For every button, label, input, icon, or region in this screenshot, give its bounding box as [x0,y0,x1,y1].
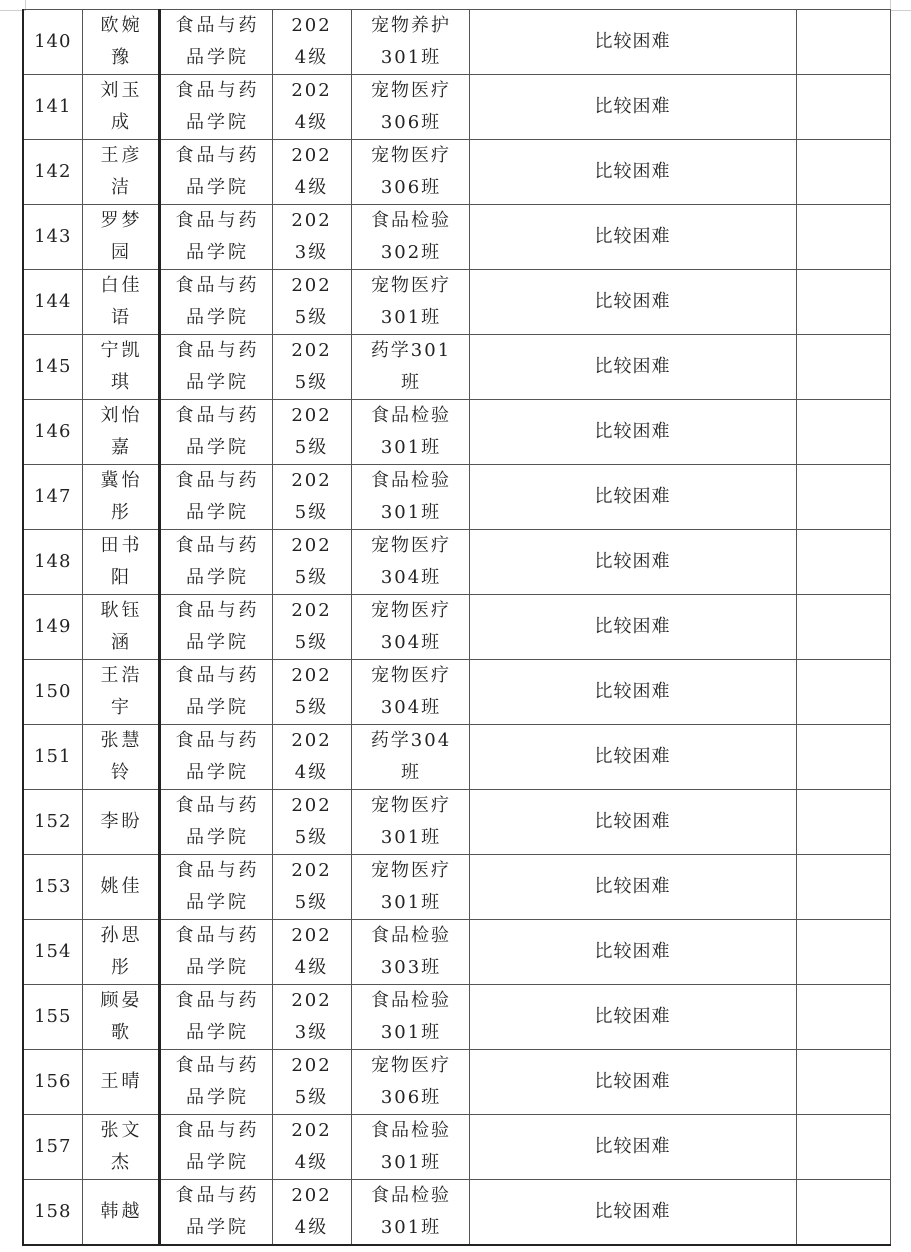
department-cell [159,75,272,140]
student-name-cell [82,335,159,400]
student-name-cell [82,205,159,270]
hardship-level: 比较困难 [594,876,671,897]
student-name: 王晴 [100,1071,143,1092]
student-name-cell [82,400,159,465]
student-name: 孙思彤 [100,925,143,978]
student-name: 顾晏歌 [100,990,143,1043]
row-index: 150 [34,681,72,702]
table-row [23,725,890,790]
grade: 2024级 [291,925,332,978]
table-row [23,790,890,855]
department: 食品与药品学院 [175,80,260,133]
hardship-level: 比较困难 [594,96,671,117]
row-index: 140 [34,31,72,52]
grade: 2024级 [291,145,332,198]
department-cell [159,725,272,790]
department: 食品与药品学院 [175,730,260,783]
department: 食品与药品学院 [175,145,260,198]
grade: 2024级 [291,1120,332,1173]
student-name: 张文杰 [100,1120,143,1173]
department: 食品与药品学院 [175,15,260,68]
class-name: 药学304班 [370,730,452,783]
department-cell [159,10,272,75]
grade: 2024级 [291,730,332,783]
table-row [23,75,890,140]
department-cell [159,465,272,530]
table-row [23,205,890,270]
row-index: 157 [34,1136,72,1157]
grade-cell [272,1050,351,1115]
hardship-level-cell [469,725,796,790]
row-index: 145 [34,356,72,377]
note-cell [796,75,890,140]
grade: 2025级 [291,860,332,913]
grade-cell [272,1115,351,1180]
hardship-level-cell [469,1115,796,1180]
table-row [23,530,890,595]
class-name: 宠物医疗304班 [371,665,451,718]
hardship-level: 比较困难 [594,941,671,962]
hardship-level: 比较困难 [594,226,671,247]
row-index: 154 [34,941,72,962]
note-cell [796,1050,890,1115]
department-cell [159,790,272,855]
student-name-cell [82,855,159,920]
class-name: 食品检验301班 [371,405,451,458]
hardship-level-cell [469,1180,796,1246]
grade-cell [272,140,351,205]
department-cell [159,205,272,270]
table-body [23,10,890,1246]
department-cell [159,1115,272,1180]
row-index-cell [23,1180,82,1246]
department-cell [159,985,272,1050]
hardship-level-cell [469,335,796,400]
class-name: 食品检验302班 [371,210,451,263]
department: 食品与药品学院 [175,925,260,978]
grade: 2023级 [291,210,332,263]
hardship-level: 比较困难 [594,356,671,377]
class-name-cell [351,530,469,595]
note-cell [796,660,890,725]
grade-cell [272,920,351,985]
student-name-cell [82,465,159,530]
row-index: 147 [34,486,72,507]
student-name: 刘玉成 [100,80,143,133]
student-name: 王浩宇 [100,665,143,718]
student-name: 冀怡彤 [100,470,143,523]
table-row [23,985,890,1050]
note-cell [796,465,890,530]
row-index-cell [23,660,82,725]
hardship-level: 比较困难 [594,746,671,767]
grade: 2024级 [291,1185,332,1238]
table-row [23,660,890,725]
student-name: 耿钰涵 [100,600,143,653]
class-name: 宠物医疗306班 [371,145,451,198]
class-name: 宠物医疗301班 [371,275,451,328]
hardship-level-cell [469,855,796,920]
class-name-cell [351,1050,469,1115]
hardship-level: 比较困难 [594,1201,671,1222]
department: 食品与药品学院 [175,1185,260,1238]
row-index: 146 [34,421,72,442]
hardship-level-cell [469,1050,796,1115]
grade-cell [272,10,351,75]
row-index-cell [23,1115,82,1180]
hardship-level-cell [469,920,796,985]
table-row [23,400,890,465]
hardship-level: 比较困难 [594,161,671,182]
department: 食品与药品学院 [175,405,260,458]
class-name: 宠物医疗304班 [371,535,451,588]
student-name-cell [82,75,159,140]
hardship-level-cell [469,790,796,855]
class-name-cell [351,920,469,985]
row-index-cell [23,465,82,530]
row-index-cell [23,725,82,790]
student-name-cell [82,790,159,855]
student-name: 罗梦园 [100,210,143,263]
grade: 2023级 [291,990,332,1043]
department-cell [159,140,272,205]
class-name: 宠物养护301班 [371,15,451,68]
class-name-cell [351,75,469,140]
department: 食品与药品学院 [175,1055,260,1108]
hardship-level-cell [469,660,796,725]
row-index-cell [23,205,82,270]
class-name-cell [351,855,469,920]
class-name-cell [351,985,469,1050]
department-cell [159,1050,272,1115]
row-index: 141 [34,96,72,117]
student-name-cell [82,140,159,205]
grade: 2024级 [291,15,332,68]
table-row [23,1180,890,1246]
class-name: 食品检验301班 [371,990,451,1043]
grade: 2025级 [291,795,332,848]
row-index: 143 [34,226,72,247]
row-index-cell [23,400,82,465]
row-index: 144 [34,291,72,312]
grade-cell [272,660,351,725]
hardship-level-cell [469,985,796,1050]
student-name-cell [82,1180,159,1246]
grade-cell [272,465,351,530]
grade: 2025级 [291,470,332,523]
row-index-cell [23,985,82,1050]
grade: 2025级 [291,600,332,653]
row-index: 158 [34,1201,72,1222]
row-index-cell [23,1050,82,1115]
hardship-level: 比较困难 [594,681,671,702]
department-cell [159,400,272,465]
table-row [23,335,890,400]
note-cell [796,205,890,270]
table-row [23,1050,890,1115]
student-name-cell [82,725,159,790]
student-name-cell [82,10,159,75]
hardship-level: 比较困难 [594,551,671,572]
student-name: 宁凯琪 [100,340,143,393]
note-cell [796,1180,890,1246]
class-name: 食品检验303班 [371,925,451,978]
student-name: 李盼 [100,811,143,832]
grade-cell [272,400,351,465]
class-name-cell [351,790,469,855]
department-cell [159,855,272,920]
class-name-cell [351,725,469,790]
table-row [23,270,890,335]
department: 食品与药品学院 [175,1120,260,1173]
department: 食品与药品学院 [175,470,260,523]
class-name-cell [351,10,469,75]
hardship-level: 比较困难 [594,291,671,312]
row-index-cell [23,75,82,140]
student-name: 姚佳 [100,876,143,897]
grade-cell [272,725,351,790]
grade-cell [272,595,351,660]
class-name: 宠物医疗304班 [371,600,451,653]
student-name: 欧婉豫 [100,15,143,68]
class-name-cell [351,595,469,660]
department: 食品与药品学院 [175,665,260,718]
note-cell [796,725,890,790]
class-name: 食品检验301班 [371,470,451,523]
row-index-cell [23,10,82,75]
row-index-cell [23,270,82,335]
student-name-cell [82,1115,159,1180]
table-row [23,10,890,75]
note-cell [796,530,890,595]
department: 食品与药品学院 [175,860,260,913]
grade-cell [272,270,351,335]
grade-cell [272,335,351,400]
row-index: 149 [34,616,72,637]
department: 食品与药品学院 [175,275,260,328]
grade-cell [272,855,351,920]
note-cell [796,10,890,75]
grade: 2025级 [291,340,332,393]
class-name-cell [351,205,469,270]
hardship-level-cell [469,10,796,75]
department-cell [159,530,272,595]
note-cell [796,335,890,400]
hardship-level-cell [469,75,796,140]
student-name-cell [82,270,159,335]
note-cell [796,985,890,1050]
table-row [23,855,890,920]
class-name: 食品检验301班 [371,1120,451,1173]
hardship-level: 比较困难 [594,31,671,52]
department: 食品与药品学院 [175,535,260,588]
hardship-level-cell [469,400,796,465]
grade: 2025级 [291,405,332,458]
grade-cell [272,985,351,1050]
grade-cell [272,530,351,595]
student-name-cell [82,1050,159,1115]
hardship-level: 比较困难 [594,421,671,442]
class-name-cell [351,1180,469,1246]
row-index: 153 [34,876,72,897]
class-name: 药学301班 [370,340,452,393]
department: 食品与药品学院 [175,795,260,848]
student-name: 田书阳 [100,535,143,588]
note-cell [796,790,890,855]
class-name-cell [351,400,469,465]
grade-cell [272,205,351,270]
table-row [23,465,890,530]
hardship-level: 比较困难 [594,811,671,832]
note-cell [796,855,890,920]
grade-cell [272,790,351,855]
department: 食品与药品学院 [175,600,260,653]
department-cell [159,920,272,985]
table-row [23,140,890,205]
class-name: 宠物医疗306班 [371,1055,451,1108]
table-row [23,595,890,660]
class-name-cell [351,270,469,335]
hardship-level-cell [469,205,796,270]
page-corner-right [890,0,911,11]
hardship-level: 比较困难 [594,1006,671,1027]
class-name-cell [351,1115,469,1180]
class-name: 宠物医疗301班 [371,795,451,848]
department: 食品与药品学院 [175,210,260,263]
row-index: 151 [34,746,72,767]
row-index-cell [23,530,82,595]
class-name: 宠物医疗306班 [371,80,451,133]
note-cell [796,920,890,985]
class-name-cell [351,660,469,725]
department-cell [159,335,272,400]
student-name-cell [82,595,159,660]
student-name-cell [82,920,159,985]
student-name: 张慧铃 [100,730,143,783]
hardship-level: 比较困难 [594,616,671,637]
grade-cell [272,1180,351,1246]
row-index-cell [23,140,82,205]
student-name: 白佳语 [100,275,143,328]
row-index: 148 [34,551,72,572]
grade: 2025级 [291,275,332,328]
row-index-cell [23,335,82,400]
row-index-cell [23,790,82,855]
class-name-cell [351,335,469,400]
hardship-level-cell [469,140,796,205]
note-cell [796,1115,890,1180]
student-name-cell [82,530,159,595]
row-index: 155 [34,1006,72,1027]
student-name-cell [82,985,159,1050]
row-index-cell [23,855,82,920]
note-cell [796,140,890,205]
note-cell [796,595,890,660]
grade-cell [272,75,351,140]
department-cell [159,270,272,335]
department-cell [159,595,272,660]
student-aid-table [22,9,891,1246]
department-cell [159,1180,272,1246]
class-name-cell [351,465,469,530]
department-cell [159,660,272,725]
student-name: 韩越 [100,1201,143,1222]
student-name-cell [82,660,159,725]
row-index: 152 [34,811,72,832]
student-name: 刘怡嘉 [100,405,143,458]
hardship-level-cell [469,465,796,530]
note-cell [796,270,890,335]
row-index-cell [23,920,82,985]
hardship-level: 比较困难 [594,1136,671,1157]
department: 食品与药品学院 [175,340,260,393]
row-index-cell [23,595,82,660]
row-index: 142 [34,161,72,182]
class-name: 宠物医疗301班 [371,860,451,913]
table-row [23,1115,890,1180]
grade: 2025级 [291,1055,332,1108]
hardship-level-cell [469,595,796,660]
hardship-level-cell [469,530,796,595]
table-row [23,920,890,985]
class-name: 食品检验301班 [371,1185,451,1238]
hardship-level-cell [469,270,796,335]
grade: 2025级 [291,665,332,718]
department: 食品与药品学院 [175,990,260,1043]
grade: 2024级 [291,80,332,133]
student-name: 王彦洁 [100,145,143,198]
row-index: 156 [34,1071,72,1092]
hardship-level: 比较困难 [594,1071,671,1092]
class-name-cell [351,140,469,205]
hardship-level: 比较困难 [594,486,671,507]
note-cell [796,400,890,465]
grade: 2025级 [291,535,332,588]
